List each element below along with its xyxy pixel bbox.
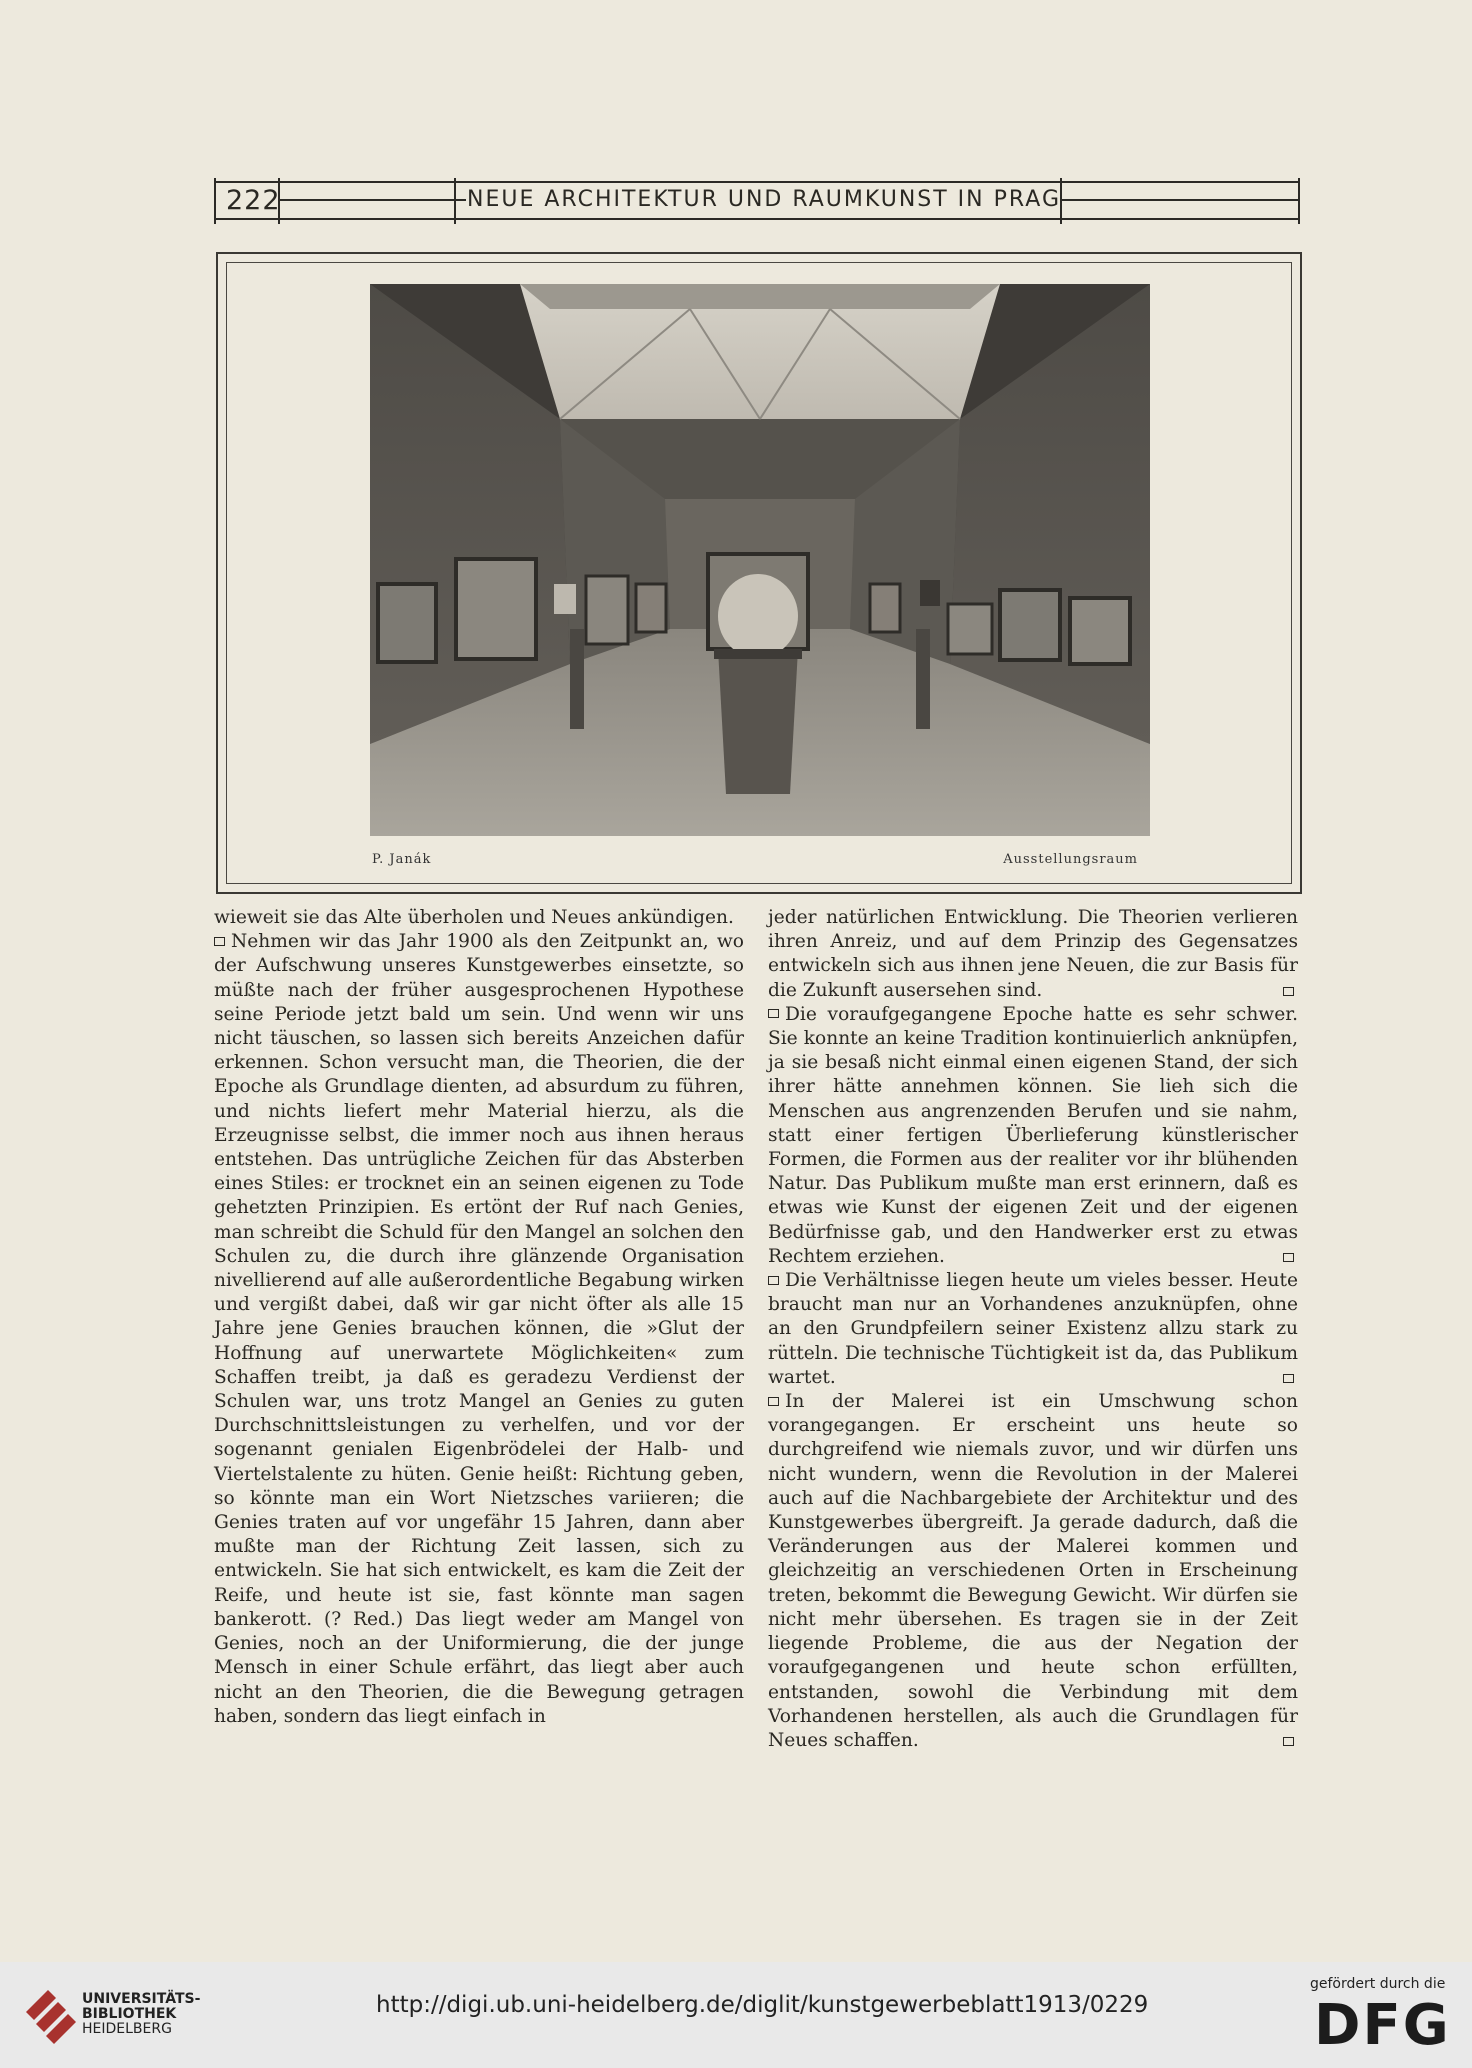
digitization-footer <box>0 1962 1472 2068</box>
paragraph-marker-icon <box>768 1397 779 1406</box>
text-column-left <box>214 906 744 1729</box>
paragraph: Die Verhältnisse liegen heute um vieles besser. Heute braucht man nur an Vorhandenes anzuknüpfen, ohne an den Grundpfeilern seiner Existenz allzu stark zu rütteln. Die technische Tüchtigkeit ist da, das Publikum wartet. <box>768 1270 1298 1388</box>
dfg-logo: DFG <box>1314 1993 1451 2058</box>
figure-caption-title: Ausstellungsraum <box>1003 852 1138 867</box>
paragraph-end-icon <box>1283 1737 1294 1746</box>
paragraph-end-icon <box>1283 987 1294 996</box>
paragraph: Nehmen wir das Jahr 1900 als den Zeitpunkt an, wo der Aufschwung unseres Kunstgewerbes einsetzte, so müßte nach der früher ausgesprochenen Hypothese seine Periode jetzt bald um sein. Und wenn wir uns nicht täuschen, so lassen sich bereits Anzeichen dafür erkennen. Schon versucht man, die Theorien, die der Epoche als Grundlage dienten, ad absurdum zu führen, und nichts liefert mehr Material hierzu, als die Erzeugnisse selbst, die immer noch aus ihnen heraus entstehen. Das untrügliche Zeichen für das Absterben eines Stiles: er trocknet ein an seinen eigenen zu Tode gehetzten Prinzipien. Es ertönt der Ruf nach Genies, man schreibt die Schuld für den Mangel an solchen den Schulen zu, die durch ihre glänzende Organisation nivellierend auf alle außerordentliche Begabung wirken und vergißt dabei, daß wir gar nicht öfter als alle 15 Jahre jene Genies brauchen können, die »Glut der Hoffnung auf unerwartete Möglichkeiten« zum Schaffen treibt, ja daß es geradezu Verdienst der Schulen war, uns trotz Mangel an Genies zu guten Durchschnittsleistungen zu verhelfen, und vor der sogenannt genialen Eigenbrödelei der Halb- und Viertelstalente zu hüten. Genie heißt: Richtung geben, so könnte man ein Wort Nietzsches variieren; die Genies traten auf vor ungefähr 15 Jahren, dann aber mußte man der Richtung Zeit lassen, sich zu entwickeln. Sie hat sich entwickelt, es kam die Zeit der Reife, und heute ist sie, fast könnte man sagen bankerott. (? Red.) Das liegt weder am Mangel von Genies, noch an der Uniformierung, die der junge Mensch in einer Schule erfährt, das liegt aber auch nicht an den Theorien, die die Bewegung getragen haben, sondern das liegt einfach in <box>214 931 744 1727</box>
figure-caption-artist: P. Janák <box>372 852 432 867</box>
paragraph-marker-icon <box>768 1276 779 1285</box>
running-header <box>214 178 1300 224</box>
paragraph-end-icon <box>1283 1253 1294 1262</box>
paragraph-end-icon <box>1283 1374 1294 1383</box>
permalink-url[interactable]: http://digi.ub.uni-heidelberg.de/diglit/kunstgewerbeblatt1913/0229 <box>376 1992 1149 2018</box>
paragraph: wieweit sie das Alte überholen und Neues ankündigen. <box>214 907 734 928</box>
text-column-right <box>768 906 1298 1753</box>
exhibition-room-photo <box>370 284 1150 836</box>
paragraph: In der Malerei ist ein Umschwung schon vorangegangen. Er erscheint uns heute so durchgreifend wie niemals zuvor, und wir dürfen uns nicht wundern, wenn die Revolution in der Malerei auch auf die Nachbargebiete der Architektur und des Kunstgewerbes übergreift. Ja gerade dadurch, daß die Veränderungen aus der Malerei kommen und gleichzeitig an verschiedenen Orten in Erscheinung treten, bekommt die Bewegung Gewicht. Wir dürfen sie nicht mehr übersehen. Es tragen sie in der Zeit liegende Probleme, die aus der Negation der voraufgegangenen und heute schon erfüllten, entstanden, sowohl die Verbindung mit dem Vorhandenen herstellen, als auch die Grundlagen für Neues schaffen. <box>768 1391 1298 1751</box>
paragraph-marker-icon <box>214 937 225 946</box>
library-name: UNIVERSITÄTS- BIBLIOTHEK HEIDELBERG <box>82 1991 201 2037</box>
library-logo-icon <box>22 1982 80 2046</box>
paragraph: Die voraufgegangene Epoche hatte es sehr schwer. Sie konnte an keine Tradition kontinuierlich anknüpfen, ja sie besaß nicht einmal einen eigenen Stand, der sich ihrer hätte annehmen können. Sie lieh sich die Menschen aus angrenzenden Berufen und sie nahm, statt einer fertigen Überlieferung künstlerischer Formen, die Formen aus der realiter vor ihr blühenden Natur. Das Publikum mußte man erst erinnern, daß es etwas wie Kunst der eigenen Zeit und der eigenen Bedürfnisse gab, und den Handwerker erst zu etwas Rechtem erziehen. <box>768 1003 1298 1267</box>
paragraph: jeder natürlichen Entwicklung. Die Theorien verlieren ihren Anreiz, und auf dem Prinzip des Gegensatzes entwickeln sich aus ihnen jene Neuen, die zur Basis für die Zukunft ausersehen sind. <box>768 907 1298 1001</box>
funded-by-label: gefördert durch die <box>1310 1976 1446 1992</box>
paragraph-marker-icon <box>768 1009 779 1018</box>
running-title: NEUE ARCHITEKTUR UND RAUMKUNST IN PRAG <box>467 187 1061 212</box>
page-number: 222 <box>226 185 281 216</box>
